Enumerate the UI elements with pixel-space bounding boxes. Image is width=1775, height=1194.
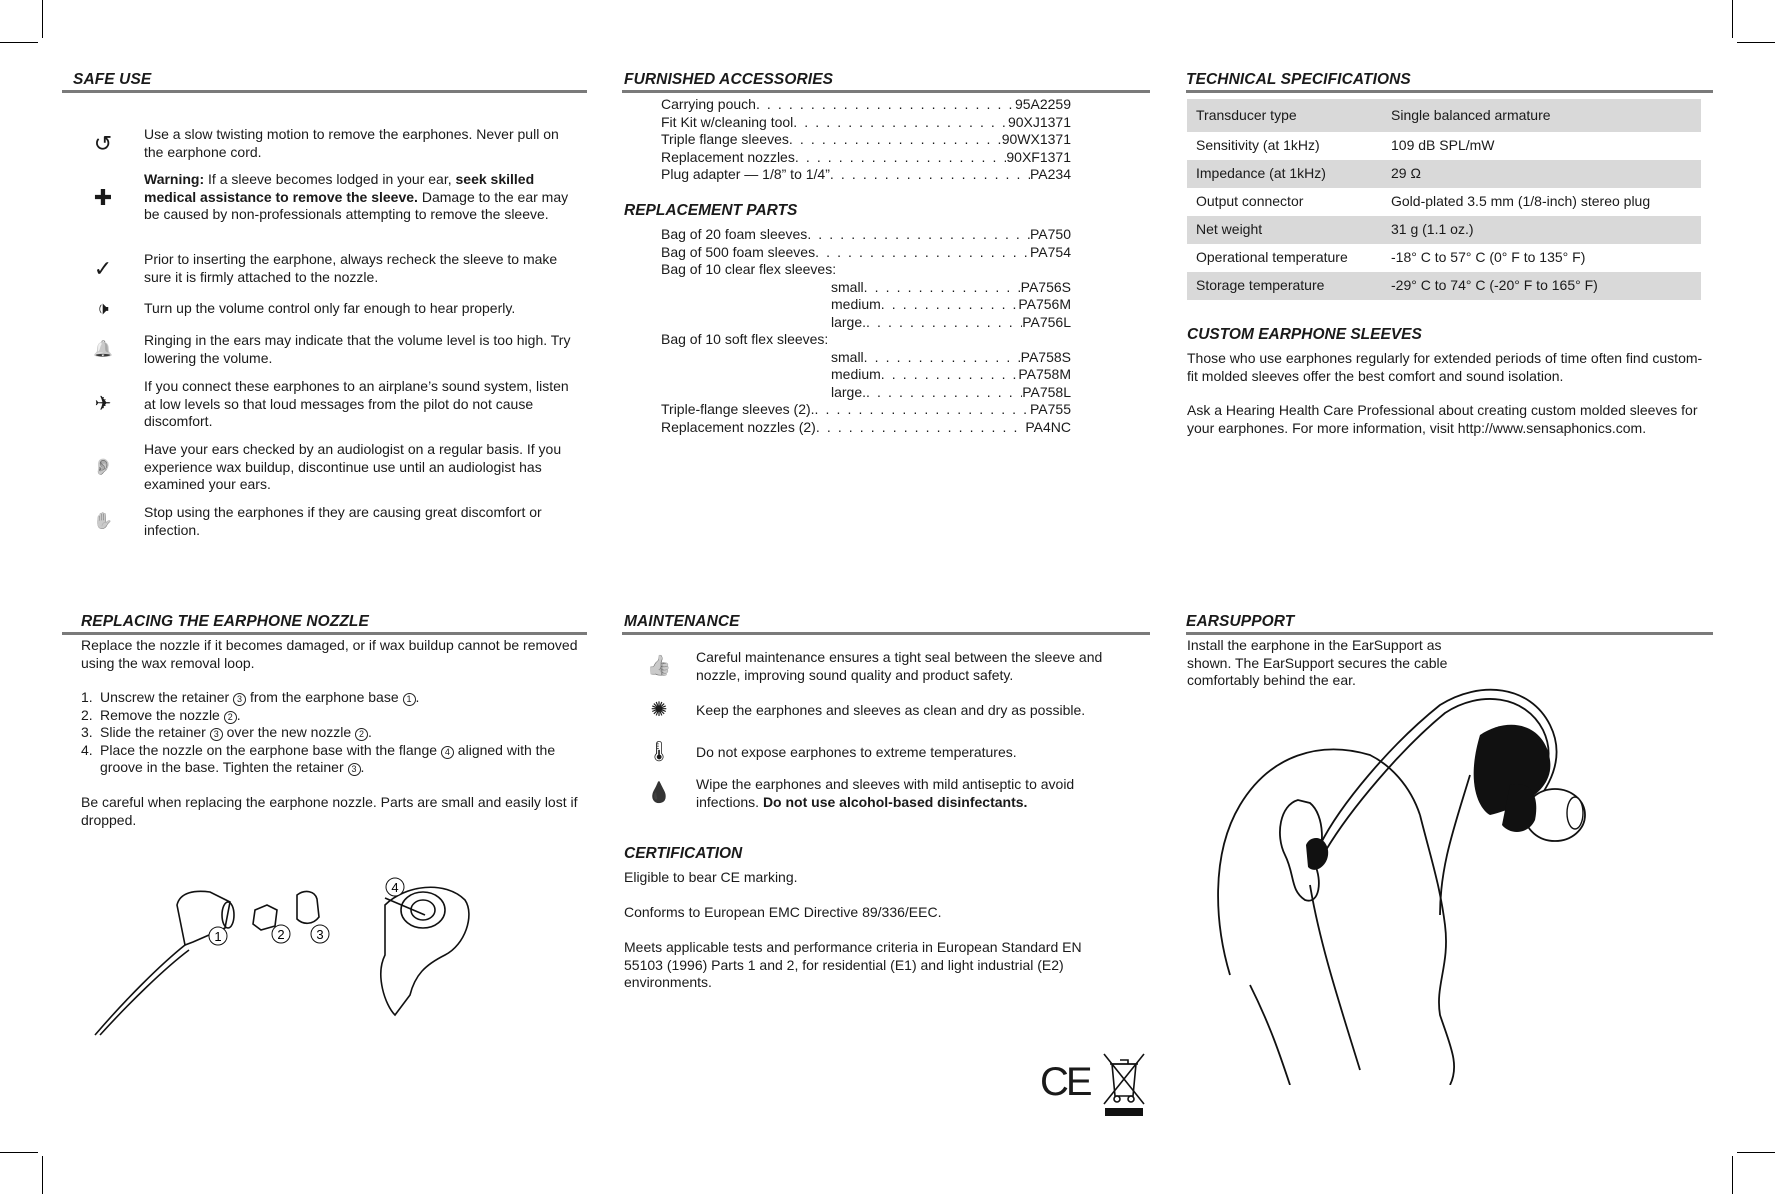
callout-number: 2 xyxy=(224,711,237,724)
part-size: small xyxy=(831,348,864,365)
spec-key: Net weight xyxy=(1187,216,1382,244)
step-text-b: from the earphone base xyxy=(246,689,403,705)
earsupport-heading: EARSUPPORT xyxy=(1186,613,1713,635)
leader-dots xyxy=(864,349,1021,367)
crop-mark xyxy=(1737,1152,1775,1153)
step-number: 1. xyxy=(81,689,93,705)
safe-use-text: Use a slow twisting motion to remove the earphones. Never pull on the earphone cord. xyxy=(144,126,559,160)
part-row xyxy=(661,244,1071,262)
part-row xyxy=(661,401,1071,419)
accessory-label: Carrying pouch xyxy=(661,96,756,112)
retainer-part xyxy=(297,892,319,924)
callout-number: 3 xyxy=(210,728,223,741)
face-outline xyxy=(1420,815,1454,1085)
safe-use-text: Stop using the earphones if they are causing great discomfort or infection. xyxy=(144,504,542,538)
safe-use-item xyxy=(62,126,582,161)
safe-use-text: Prior to inserting the earphone, always recheck the sleeve to make sure it is firmly attached to the nozzle. xyxy=(144,251,558,285)
step-text-a: Slide the retainer xyxy=(100,724,210,740)
spec-key: Sensitivity (at 1kHz) xyxy=(1196,137,1320,154)
callout-2: 2 xyxy=(277,927,285,942)
certification-text: Meets applicable tests and performance criteria in European Standard EN 55103 (1996) Parts 1 and 2, for residential (E1) and light industrial (E2) environments. xyxy=(624,939,1082,990)
step-text-a: Unscrew the retainer xyxy=(100,689,234,705)
leader-dots xyxy=(881,366,1019,384)
spec-key: Storage temperature xyxy=(1187,272,1382,300)
leader-dots xyxy=(793,114,1008,132)
spec-row xyxy=(1187,272,1701,300)
accessory-label: Triple flange sleeves xyxy=(661,131,789,147)
safe-use-text xyxy=(144,171,574,224)
safe-use-item xyxy=(62,378,582,431)
crop-mark xyxy=(1732,1156,1733,1194)
part-row xyxy=(661,279,1071,297)
part-size: medium xyxy=(831,366,881,382)
part-label: Bag of 20 foam sleeves xyxy=(661,226,808,242)
leader-dots xyxy=(795,149,1007,167)
spec-value: -18° C to 57° C (0° F to 135° F) xyxy=(1391,249,1586,266)
safe-use-text: If you connect these earphones to an airplane’s sound system, listen at low levels so that loud messages from the pilot do not cause discomfort. xyxy=(144,378,569,429)
maintenance-text xyxy=(696,776,1136,811)
step-number: 2. xyxy=(81,706,93,723)
thumbs-up-icon: 👍 xyxy=(646,654,672,677)
airplane-icon: ✈ xyxy=(94,392,112,415)
crop-mark xyxy=(1732,0,1733,38)
step-text xyxy=(100,689,419,707)
safe-use-text: Ringing in the ears may indicate that the volume level is too high. Try lowering the volume. xyxy=(144,332,571,366)
part-size: large. xyxy=(831,383,867,400)
maintenance-text: Keep the earphones and sleeves as clean and dry as possible. xyxy=(696,702,1086,718)
part-group-label: Bag of 10 clear flex sleeves: xyxy=(661,261,837,277)
accessory-row xyxy=(661,131,1071,149)
part-number: 90WX1371 xyxy=(1001,131,1071,147)
step-number: 4. xyxy=(81,741,93,758)
part-group-label: Bag of 10 soft flex sleeves: xyxy=(661,331,829,347)
nozzle-step xyxy=(81,707,601,725)
step-text-b: . xyxy=(236,706,241,723)
callout-number: 2 xyxy=(355,728,368,741)
step-text-a: Remove the nozzle xyxy=(100,706,224,723)
nozzle-step xyxy=(81,742,601,777)
leader-dots xyxy=(864,279,1021,297)
crop-mark xyxy=(1737,42,1775,43)
spec-key: Impedance (at 1kHz) xyxy=(1187,160,1382,188)
spec-row xyxy=(1187,160,1701,188)
earsupport-illustration xyxy=(1210,685,1640,1085)
part-number: PA756S xyxy=(1020,278,1071,295)
part-row xyxy=(661,314,1071,332)
tech-specs-heading: TECHNICAL SPECIFICATIONS xyxy=(1186,71,1713,93)
assembled-nozzle xyxy=(401,892,445,928)
custom-sleeves-text: Those who use earphones regularly for extended periods of time often find custom-fit molded sleeves offer the best comfort and sound isolation. xyxy=(1187,350,1703,384)
part-number: PA750 xyxy=(1030,226,1071,242)
callout-number: 4 xyxy=(441,746,454,759)
part-label: Replacement nozzles (2) xyxy=(661,418,816,435)
part-number: PA756L xyxy=(1022,313,1071,330)
bell-icon: 🔔 xyxy=(93,340,113,358)
safe-use-item xyxy=(62,251,582,286)
maintenance-item xyxy=(622,699,1142,721)
spec-value: Single balanced armature xyxy=(1382,99,1701,132)
safe-use-item xyxy=(62,504,582,539)
step-text-a: Place the nozzle on the earphone base with the flange xyxy=(100,741,441,758)
thermometer-icon: 🌡 xyxy=(646,741,672,763)
accessory-row xyxy=(661,114,1071,132)
step-number: 3. xyxy=(81,724,93,740)
leader-dots xyxy=(807,226,1030,244)
callout-3: 3 xyxy=(316,927,324,942)
nozzle-part xyxy=(253,905,277,930)
accessory-label: Replacement nozzles xyxy=(661,148,795,165)
spec-value: 109 dB SPL/mW xyxy=(1391,137,1495,154)
nozzle-steps xyxy=(81,689,601,777)
accessories-heading: FURNISHED ACCESSORIES xyxy=(622,71,1150,93)
warning-bold-text: seek skilled medical assistance to remove the sleeve. xyxy=(144,171,535,205)
safe-use-text: Turn up the volume control only far enough to hear properly. xyxy=(144,300,516,316)
part-number: 90XJ1371 xyxy=(1007,113,1071,130)
medical-cross-icon: ✚ xyxy=(93,184,113,210)
part-label: Triple-flange sleeves (2). xyxy=(661,401,815,417)
replacement-parts-heading: REPLACEMENT PARTS xyxy=(624,202,798,219)
step-text xyxy=(100,707,241,725)
leader-dots xyxy=(866,384,1022,402)
leader-dots xyxy=(815,244,1030,262)
warning-label: Warning: xyxy=(144,171,205,187)
part-row xyxy=(661,349,1071,367)
step-text-c: . xyxy=(360,759,365,775)
checkmark-icon: ✓ xyxy=(93,255,113,281)
accessory-label: Plug adapter — 1/8” to 1/4” xyxy=(661,166,830,182)
earsupport-text: Install the earphone in the EarSupport as shown. The EarSupport secures the cable comfortably behind the ear. xyxy=(1187,637,1448,688)
crop-mark xyxy=(0,1152,38,1153)
replacement-parts-list xyxy=(661,226,1071,436)
maintenance-heading: MAINTENANCE xyxy=(622,613,1150,635)
safe-use-heading: SAFE USE xyxy=(62,71,587,93)
crop-mark xyxy=(0,42,38,43)
spec-key: Operational temperature xyxy=(1196,249,1348,266)
part-label: Bag of 500 foam sleeves xyxy=(661,243,816,260)
part-size: medium xyxy=(831,296,881,312)
earphone-cable xyxy=(95,945,185,1035)
spec-value: 31 g (1.1 oz.) xyxy=(1382,216,1701,244)
leader-dots xyxy=(881,296,1019,314)
part-number: 90XF1371 xyxy=(1006,148,1071,165)
callout-4: 4 xyxy=(391,880,399,895)
earphone-sleeve-tip xyxy=(1567,797,1583,829)
safe-use-item xyxy=(62,332,582,367)
callout-number: 3 xyxy=(348,763,361,776)
part-row xyxy=(661,366,1071,384)
droplet-icon: 💧 xyxy=(646,781,672,804)
callout-1: 1 xyxy=(214,929,222,944)
step-text xyxy=(100,742,601,777)
spec-key: Transducer type xyxy=(1187,99,1382,132)
maintenance-text: Careful maintenance ensures a tight seal between the sleeve and nozzle, improving sound quality and product safety. xyxy=(696,649,1103,683)
maintenance-item xyxy=(622,649,1142,684)
earphone-cable xyxy=(1310,885,1360,1070)
spec-row xyxy=(1187,99,1701,132)
speaker-volume-icon: 🕩 xyxy=(97,298,109,318)
weee-bin-icon xyxy=(1100,1050,1148,1118)
safe-use-item xyxy=(62,171,582,224)
assembled-earphone xyxy=(381,887,469,1015)
custom-sleeves-text: Ask a Hearing Health Care Professional about creating custom molded sleeves for your earphones. For more information, visit http://www.sensaphonics.com. xyxy=(1187,402,1698,436)
step-text-b: over the new nozzle xyxy=(222,724,356,740)
maintenance-text-a: Wipe the earphones and sleeves with mild antiseptic to avoid infections. xyxy=(696,776,1075,810)
part-row xyxy=(661,384,1071,402)
part-number: PA4NC xyxy=(1025,418,1071,435)
certification-heading: CERTIFICATION xyxy=(624,845,743,862)
part-size: small xyxy=(831,278,864,295)
leader-dots xyxy=(756,96,1015,114)
leader-dots xyxy=(789,131,1002,149)
warning-text-end: Damage to the ear may be caused by non-professionals attempting to remove the sleeve. xyxy=(144,188,569,222)
callout-number: 3 xyxy=(233,693,246,706)
spec-value: Gold-plated 3.5 mm (1/8-inch) stereo plug xyxy=(1391,193,1651,210)
nozzle-intro: Replace the nozzle if it becomes damaged, or if wax buildup cannot be removed using the wax removal loop. xyxy=(81,637,578,671)
spec-value: 29 Ω xyxy=(1382,160,1701,188)
step-text-c: . xyxy=(415,689,420,705)
certification-text: Conforms to European EMC Directive 89/336/EEC. xyxy=(624,904,942,920)
part-number: PA754 xyxy=(1030,243,1071,260)
step-text-c: . xyxy=(368,724,372,740)
custom-sleeves-heading: CUSTOM EARPHONE SLEEVES xyxy=(1187,326,1422,343)
spec-key: Output connector xyxy=(1196,193,1304,210)
part-number: PA756M xyxy=(1018,296,1071,312)
safe-use-item xyxy=(62,300,582,318)
worn-earphone xyxy=(1306,838,1328,870)
nozzle-heading: REPLACING THE EARPHONE NOZZLE xyxy=(62,613,587,635)
part-number: 95A2259 xyxy=(1014,96,1071,112)
safe-use-text: Have your ears checked by an audiologist on a regular basis. If you experience wax buildup, discontinue use until an audiologist has examined your ears. xyxy=(144,441,562,492)
nozzle-step xyxy=(81,689,601,707)
step-text xyxy=(100,724,372,742)
nozzle-step xyxy=(81,724,601,742)
spec-table xyxy=(1187,99,1701,300)
leader-dots xyxy=(815,401,1030,419)
maintenance-text: Do not expose earphones to extreme temperatures. xyxy=(696,744,1017,760)
step-text-b: aligned with the groove in the base. Tighten the retainer xyxy=(100,741,556,775)
leader-dots xyxy=(816,419,1025,437)
warning-text: If a sleeve becomes lodged in your ear, xyxy=(204,171,456,187)
earphone-cable xyxy=(100,950,189,1035)
safe-use-item xyxy=(62,441,582,494)
part-number: PA755 xyxy=(1030,401,1071,417)
callout-number: 1 xyxy=(403,693,416,706)
spec-row xyxy=(1187,188,1701,216)
neck-outline xyxy=(1250,985,1290,1085)
part-number: PA758M xyxy=(1018,366,1071,382)
leader-dots xyxy=(830,166,1030,184)
part-row xyxy=(661,296,1071,314)
certification-text: Eligible to bear CE marking. xyxy=(624,869,798,885)
spec-row xyxy=(1187,216,1701,244)
nozzle-illustration xyxy=(85,870,525,1040)
part-number: PA758S xyxy=(1020,348,1071,365)
crop-mark xyxy=(42,1156,43,1194)
part-number: PA758L xyxy=(1022,383,1071,400)
maintenance-bold-text: Do not use alcohol-based disinfectants. xyxy=(762,793,1028,810)
part-size: large. xyxy=(831,313,867,330)
accessory-row xyxy=(661,166,1071,184)
spec-row xyxy=(1187,244,1701,272)
part-number: PA234 xyxy=(1030,166,1071,182)
hand-stop-icon: ✋ xyxy=(93,512,113,530)
accessories-list xyxy=(661,96,1071,184)
spec-row xyxy=(1187,132,1701,160)
crop-mark xyxy=(42,0,43,38)
maintenance-item xyxy=(622,776,1142,811)
part-row xyxy=(661,419,1071,437)
leader-dots xyxy=(866,314,1022,332)
spec-value: -29° C to 74° C (-20° F to 165° F) xyxy=(1382,272,1701,300)
accessory-row xyxy=(661,149,1071,167)
accessory-row xyxy=(661,96,1071,114)
sparkle-clean-icon: ✺ xyxy=(650,699,668,721)
earphone-cable xyxy=(1440,775,1470,915)
part-row xyxy=(661,226,1071,244)
ear-icon: 👂 xyxy=(93,458,113,476)
ce-mark: CE xyxy=(1040,1060,1090,1104)
accessory-label: Fit Kit w/cleaning tool xyxy=(661,113,794,130)
maintenance-item xyxy=(622,741,1142,763)
nozzle-caution: Be careful when replacing the earphone nozzle. Parts are small and easily lost if dropped. xyxy=(81,794,578,828)
twist-arrow-icon: ↺ xyxy=(93,130,113,156)
